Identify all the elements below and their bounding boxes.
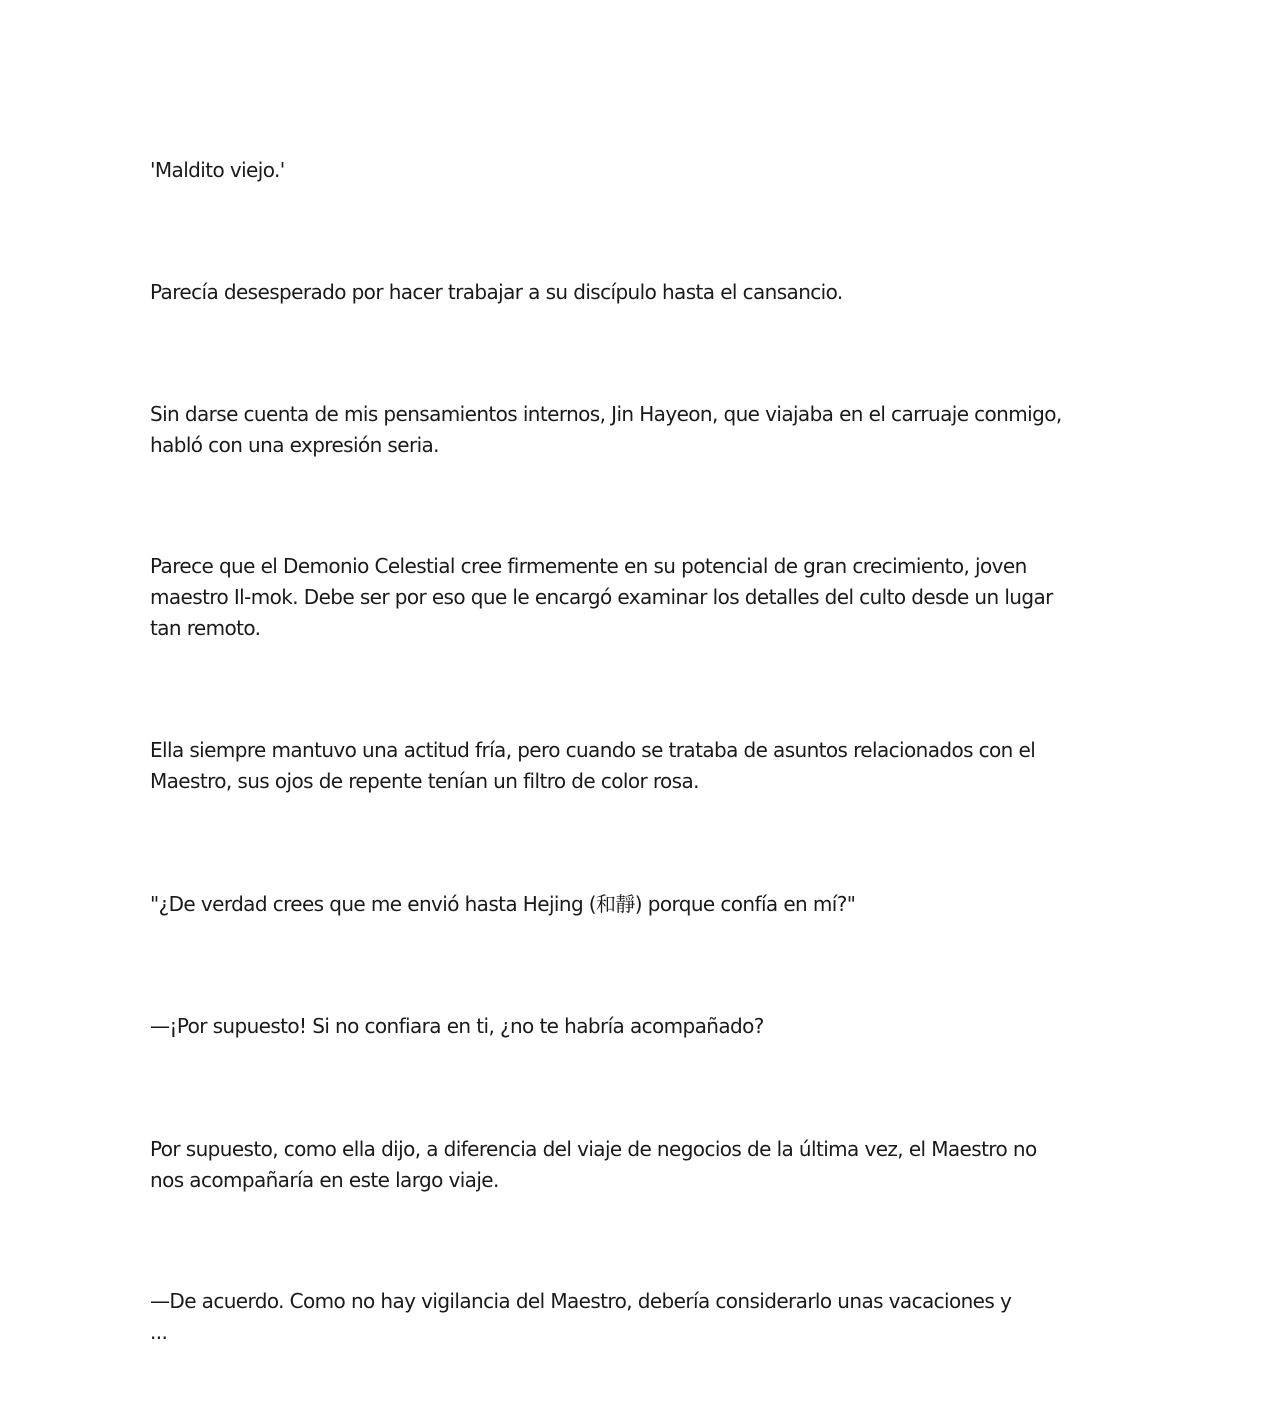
paragraph-line: maestro Il-mok. Debe ser por eso que le encargó examinar los detalles del culto desde un lugar xyxy=(150,585,1053,609)
paragraph-line: Parece que el Demonio Celestial cree firmemente en su potencial de gran crecimiento, joven xyxy=(150,554,1027,578)
paragraph-line: Sin darse cuenta de mis pensamientos internos, Jin Hayeon, que viajaba en el carruaje conmigo, xyxy=(150,402,1062,426)
paragraph-line: Maestro, sus ojos de repente tenían un filtro de color rosa. xyxy=(150,769,699,793)
paragraph-line: Por supuesto, como ella dijo, a diferencia del viaje de negocios de la última vez, el Maestro no xyxy=(150,1137,1037,1161)
paragraph-line: —¡Por supuesto! Si no confiara en ti, ¿no te habría acompañado? xyxy=(150,1014,764,1038)
paragraph-line: tan remoto. xyxy=(150,616,261,640)
paragraph-2 xyxy=(150,277,1140,308)
paragraph-6 xyxy=(150,889,1140,920)
paragraph-line: "¿De verdad crees que me envió hasta Hejing (和靜) porque confía en mí?" xyxy=(150,892,856,916)
paragraph-5 xyxy=(150,735,1140,797)
paragraph-9 xyxy=(150,1286,1140,1348)
paragraph-line: habló con una expresión seria. xyxy=(150,433,439,457)
paragraph-line: Parecía desesperado por hacer trabajar a su discípulo hasta el cansancio. xyxy=(150,280,843,304)
paragraph-line: —De acuerdo. Como no hay vigilancia del Maestro, debería considerarlo unas vacaciones y xyxy=(150,1289,1012,1313)
paragraph-7 xyxy=(150,1011,1140,1042)
paragraph-line: Ella siempre mantuvo una actitud fría, pero cuando se trataba de asuntos relacionados con el xyxy=(150,738,1036,762)
paragraph-8 xyxy=(150,1134,1140,1196)
paragraph-line: ... xyxy=(150,1320,168,1344)
paragraph-4 xyxy=(150,551,1140,644)
paragraph-line: 'Maldito viejo.' xyxy=(150,158,285,182)
paragraph-3 xyxy=(150,399,1140,461)
paragraph-line: nos acompañaría en este largo viaje. xyxy=(150,1168,499,1192)
paragraph-1 xyxy=(150,155,1140,186)
